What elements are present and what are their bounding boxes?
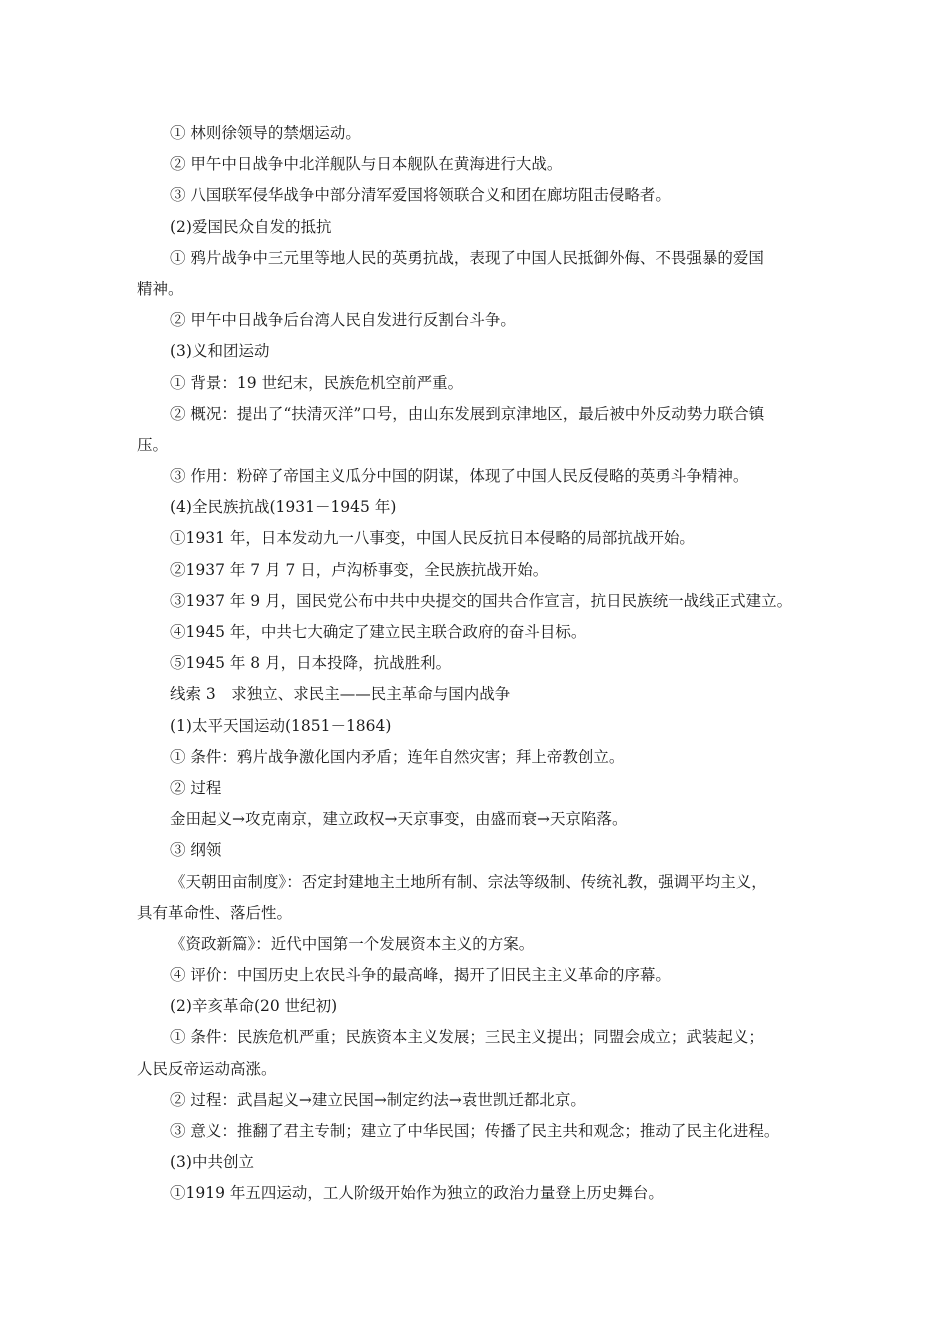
text-line: ① 条件：民族危机严重；民族资本主义发展；三民主义提出；同盟会成立；武装起义； xyxy=(170,1028,764,1047)
section-heading: (1)太平天国运动(1851－1864) xyxy=(170,716,392,735)
text-line: ③ 作用：粉碎了帝国主义瓜分中国的阴谋，体现了中国人民反侵略的英勇斗争精神。 xyxy=(170,467,749,486)
text-line: 《天朝田亩制度》：否定封建地主土地所有制、宗法等级制、传统礼教，强调平均主义， xyxy=(170,872,767,891)
section-heading: (3)中共创立 xyxy=(170,1153,254,1172)
text-line: ③1937 年 9 月，国民党公布中共中央提交的国共合作宣言，抗日民族统一战线正式建立。 xyxy=(170,591,793,610)
text-line: 《资政新篇》：近代中国第一个发展资本主义的方案。 xyxy=(170,934,535,953)
section-heading: (2)爱国民众自发的抵抗 xyxy=(170,217,332,236)
text-line: ③ 意义：推翻了君主专制；建立了中华民国；传播了民主共和观念；推动了民主化进程。 xyxy=(170,1122,780,1140)
section-heading: (2)辛亥革命(20 世纪初) xyxy=(170,997,338,1016)
text-line: ①1919 年五四运动，工人阶级开始作为独立的政治力量登上历史舞台。 xyxy=(170,1184,664,1203)
text-line: ② 过程 xyxy=(170,778,222,797)
text-line: ③ 八国联军侵华战争中部分清军爱国将领联合义和团在廊坊阻击侵略者。 xyxy=(170,186,671,205)
text-line: ② 概况：提出了“扶清灭洋”口号，由山东发展到京津地区，最后被中外反动势力联合镇 xyxy=(170,404,765,423)
text-line: ① 鸦片战争中三元里等地人民的英勇抗战，表现了中国人民抵御外侮、不畏强暴的爱国 xyxy=(170,248,764,267)
text-line: 具有革命性、落后性。 xyxy=(137,903,293,922)
text-line: ① 条件：鸦片战争激化国内矛盾；连年自然灾害；拜上帝教创立。 xyxy=(170,747,625,766)
text-line: 压。 xyxy=(137,435,169,454)
section-heading: (3)义和团运动 xyxy=(170,342,270,361)
section-heading: (4)全民族抗战(1931－1945 年) xyxy=(170,498,397,517)
text-line: ②1937 年 7 月 7 日，卢沟桥事变，全民族抗战开始。 xyxy=(170,560,549,579)
clue-heading: 线索 3 求独立、求民主——民主革命与国内战争 xyxy=(170,685,511,704)
text-line: ① 背景：19 世纪末，民族危机空前严重。 xyxy=(170,373,464,392)
document-body xyxy=(137,118,817,1210)
text-line: ⑤1945 年 8 月，日本投降，抗战胜利。 xyxy=(170,654,452,673)
text-line: 精神。 xyxy=(137,279,184,298)
text-line: ① 林则徐领导的禁烟运动。 xyxy=(170,124,361,142)
text-line: ④1945 年，中共七大确定了建立民主联合政府的奋斗目标。 xyxy=(170,623,587,641)
text-line: ①1931 年，日本发动九一八事变，中国人民反抗日本侵略的局部抗战开始。 xyxy=(170,529,695,548)
text-line: ④ 评价：中国历史上农民斗争的最高峰，揭开了旧民主主义革命的序幕。 xyxy=(170,966,671,985)
text-line: 金田起义→攻克南京，建立政权→天京事变，由盛而衰→天京陷落。 xyxy=(170,810,628,829)
text-line: ③ 纲领 xyxy=(170,841,222,860)
text-line: ② 甲午中日战争中北洋舰队与日本舰队在黄海进行大战。 xyxy=(170,155,563,174)
text-line: ② 甲午中日战争后台湾人民自发进行反割台斗争。 xyxy=(170,311,516,330)
text-line: ② 过程：武昌起义→建立民国→制定约法→袁世凯迁都北京。 xyxy=(170,1090,586,1109)
text-line: 人民反帝运动高涨。 xyxy=(137,1059,277,1078)
